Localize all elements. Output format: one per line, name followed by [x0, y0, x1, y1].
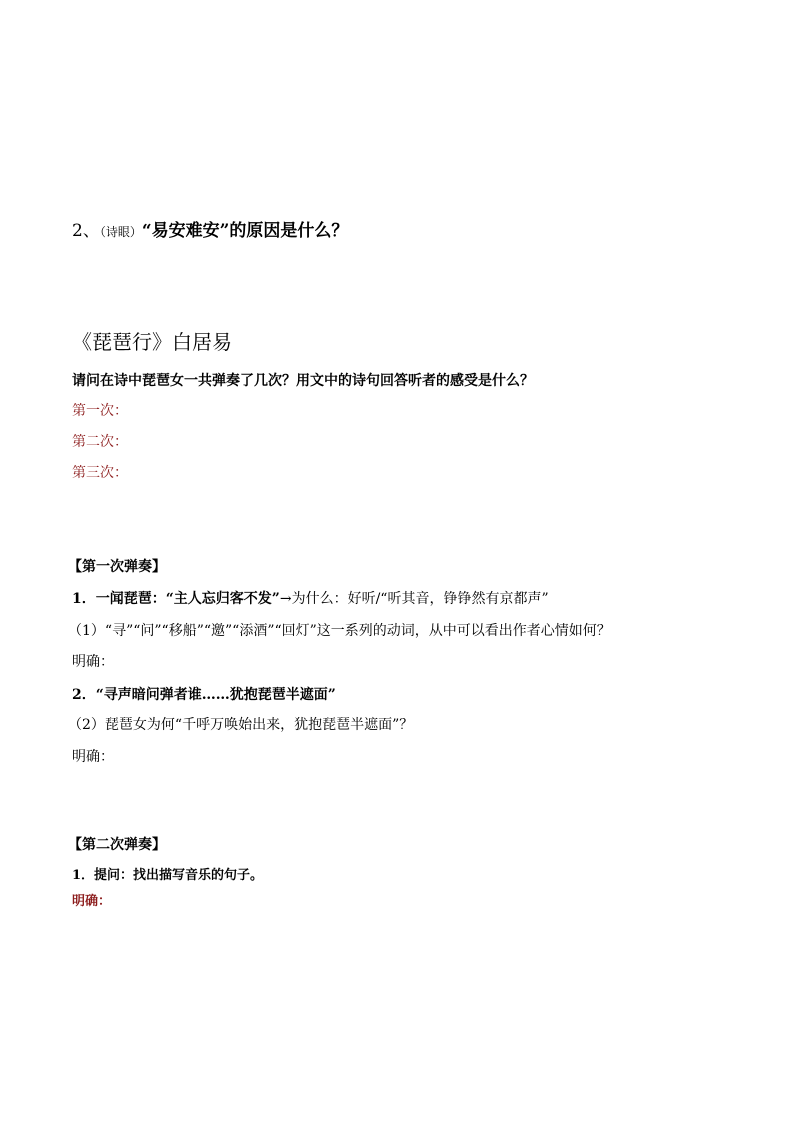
answer-second-label: 第二次： [72, 434, 128, 450]
question-2 [72, 216, 348, 241]
answer-third-label: 第三次： [72, 465, 128, 481]
section-heading-second: 【第二次弹奏】 [68, 837, 166, 853]
question-text: “易安难安”的原因是什么？ [141, 221, 349, 241]
section1-sub1: （1）“寻”“问”“移船”“邀”“添酒”“回灯”这一系列的动词，从中可以看出作者心情如何？ [68, 623, 611, 639]
section1-answer1: 明确： [72, 654, 114, 670]
section-heading-first: 【第一次弹奏】 [68, 559, 166, 575]
section1-answer2: 明确： [72, 749, 114, 765]
section1-item1-rest: →为什么：好听/“听其音，铮铮然有京都声” [279, 591, 549, 607]
section1-item1-bold: 1．一闻琵琶：“主人忘归客不发” [72, 591, 280, 607]
question-tag: （诗眼） [99, 225, 142, 239]
poem-intro-question: 请问在诗中琵琶女一共弹奏了几次？用文中的诗句回答听者的感受是什么？ [72, 373, 534, 389]
answer-first-label: 第一次： [72, 403, 128, 419]
section2-item1: 1．提问：找出描写音乐的句子。 [72, 868, 264, 883]
section1-sub2: （2）琵琶女为何“千呼万唤始出来，犹抱琵琶半遮面”？ [68, 717, 414, 733]
section2-answer: 明确： [72, 894, 112, 909]
section1-item1 [72, 588, 549, 608]
section1-item2: 2．“寻声暗问弹者谁……犹抱琵琶半遮面” [72, 687, 336, 703]
question-number: 2、 [72, 221, 100, 241]
poem-title: 《琵琶行》白居易 [72, 330, 232, 354]
